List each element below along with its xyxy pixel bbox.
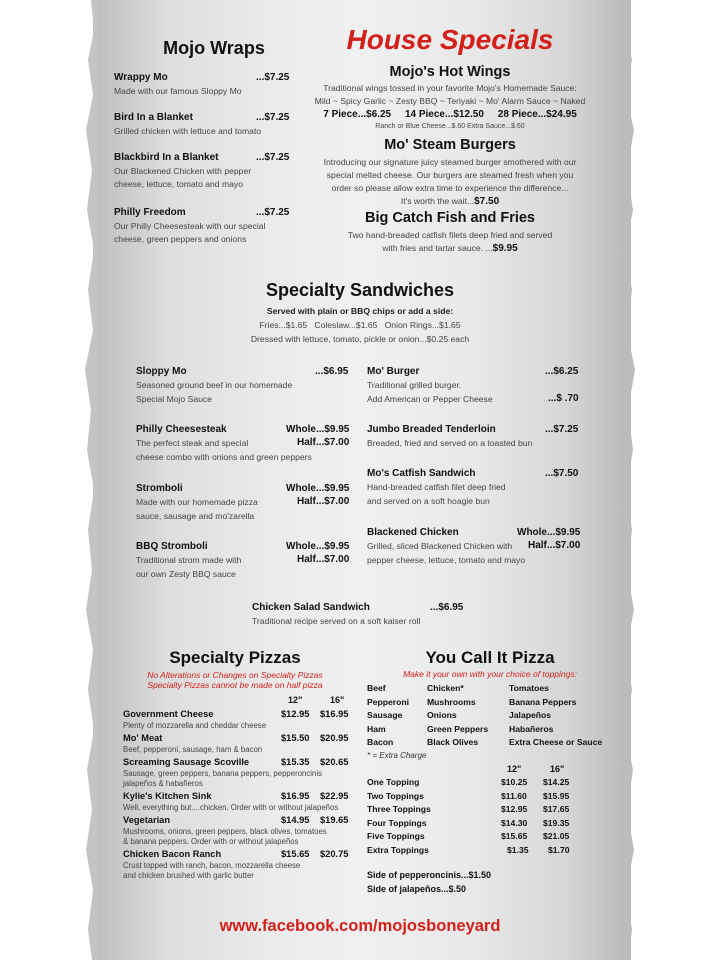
topping: Chicken* — [427, 683, 464, 693]
toppings-table — [367, 682, 602, 750]
pizza-price-16: $22.95 — [320, 791, 349, 801]
sandwich-price: ...$6.95 — [315, 366, 349, 377]
toppings-row — [367, 682, 602, 696]
pizza-name: Screaming Sausage Scoville — [123, 757, 250, 767]
sandwich-desc: Special Mojo Sauce — [136, 394, 212, 404]
topping: Pepperoni — [367, 696, 410, 707]
topping-price-16: $17.65 — [543, 804, 570, 815]
sandwich-name: Sloppy Mo — [136, 366, 187, 377]
sandwich-desc: Traditional strom made with — [136, 555, 242, 565]
facebook-link[interactable]: www.facebook.com/mojosboneyard — [219, 917, 501, 935]
wrap-item-desc: Grilled chicken with lettuce and tomato — [114, 126, 262, 136]
topping: Tomatoes — [509, 683, 549, 693]
burgers-title: Mo' Steam Burgers — [384, 137, 516, 153]
topping: Black Olives — [427, 737, 479, 748]
pizzas-col-16: 16" — [330, 695, 345, 705]
side-pepperoncinis: Side of pepperoncinis...$1.50 — [367, 870, 492, 880]
pizza-name: Kylie's Kitchen Sink — [123, 791, 212, 801]
torn-edge-left — [82, 0, 98, 960]
wrap-item-name: Wrappy Mo — [114, 72, 168, 83]
pizza-price-16: $20.75 — [320, 849, 349, 859]
fish-desc: with fries and tartar sauce. ... — [382, 243, 493, 253]
sandwich-name: Jumbo Breaded Tenderloin — [367, 424, 496, 435]
topping: Onions — [427, 710, 457, 721]
wrap-item-price: ...$7.25 — [256, 112, 290, 123]
burgers-desc-line — [300, 195, 600, 208]
toppings-row — [367, 723, 602, 737]
wrap-item-price: ...$7.25 — [256, 207, 290, 218]
pizza-price-12: $16.95 — [281, 791, 310, 801]
topping: Banana Peppers — [509, 696, 577, 707]
side-jalapenos: Side of jalapeños...$.50 — [367, 884, 467, 894]
topping-price-12: $14.30 — [501, 817, 528, 828]
topping: Extra Cheese or Sauce — [509, 737, 603, 748]
pizza-item — [123, 733, 363, 757]
sandwich-price: ...$7.50 — [545, 468, 579, 479]
topping-count: Two Toppings — [367, 790, 424, 801]
topping-count: One Topping — [367, 777, 420, 787]
sandwich-desc: Traditional recipe served on a soft kaiser roll — [252, 616, 421, 626]
sandwich-half-price: Half...$7.00 — [528, 540, 581, 551]
sandwich-desc: Made with our homemade pizza — [136, 497, 258, 507]
house-specials-title: House Specials — [346, 24, 554, 55]
sandwich-desc: Add American or Pepper Cheese — [367, 394, 493, 404]
custom-col-16: 16" — [550, 764, 565, 774]
topping: Ham — [367, 723, 386, 734]
sandwich-price: ...$6.25 — [545, 366, 579, 377]
topping: Mushrooms — [427, 696, 476, 707]
topping-price-16: $14.25 — [543, 777, 570, 787]
pizza-name: Mo' Meat — [123, 733, 163, 743]
pizza-desc: and chicken brushed with garlic butter — [123, 871, 254, 880]
pizza-price-16: $20.65 — [320, 757, 349, 767]
burgers-desc: It's worth the wait... — [400, 196, 475, 206]
topping: Sausage — [367, 710, 403, 721]
wrap-item-desc: cheese, green peppers and onions — [114, 234, 247, 244]
pizza-price-12: $12.95 — [281, 709, 310, 719]
wings-desc: Traditional wings tossed in your favorite Mojo's Homemade Sauce: — [323, 83, 577, 93]
sandwich-desc: our own Zesty BBQ sauce — [136, 569, 236, 579]
sandwich-desc: Seasoned ground beef in our homemade — [136, 380, 293, 390]
topping-price-12: $1.35 — [507, 844, 529, 855]
sandwich-half-price: Half...$7.00 — [297, 554, 350, 565]
wrap-item-price: ...$7.25 — [256, 72, 290, 83]
topping: Bacon — [367, 737, 394, 748]
sandwiches-title: Specialty Sandwiches — [265, 280, 455, 300]
sandwiches-dressed: Dressed with lettuce, tomato, pickle or onion...$0.25 each — [250, 334, 470, 344]
sandwich-name: Philly Cheesesteak — [136, 424, 227, 435]
sandwich-desc: cheese combo with onions and green peppers — [136, 452, 312, 462]
sandwich-desc: Breaded, fried and served on a toasted bun — [367, 438, 533, 448]
pizza-item — [123, 757, 363, 791]
topping-count: Three Toppings — [367, 804, 431, 815]
toppings-row — [367, 709, 602, 723]
sandwich-half-price: Half...$7.00 — [297, 496, 350, 507]
wrap-item-name: Blackbird In a Blanket — [114, 152, 219, 163]
topping-price-16: $21.05 — [543, 831, 570, 842]
pizza-price-16: $16.95 — [320, 709, 349, 719]
wraps-title: Mojo Wraps — [163, 38, 265, 58]
sandwich-name: Blackened Chicken — [367, 527, 459, 538]
topping: Jalapeños — [509, 710, 552, 721]
wrap-item-desc: Our Blackened Chicken with pepper — [114, 166, 252, 176]
sandwich-desc: The perfect steak and special — [136, 438, 249, 448]
pizza-desc: Beef, pepperoni, sausage, ham & bacon — [123, 745, 263, 754]
wrap-item-desc: cheese, lettuce, tomato and mayo — [114, 179, 243, 189]
sandwiches-served: Served with plain or BBQ chips or add a side: — [266, 306, 454, 316]
topping-count: Five Toppings — [367, 831, 425, 842]
topping-price-12: $12.95 — [501, 804, 528, 815]
toppings-row — [367, 696, 602, 710]
pizza-price-16: $19.65 — [320, 815, 349, 825]
pizzas-title: Specialty Pizzas — [169, 648, 301, 667]
topping-count: Extra Toppings — [367, 844, 429, 855]
sandwich-name: Mo' Burger — [367, 366, 420, 377]
pizza-name: Vegetarian — [123, 815, 171, 825]
wings-title: Mojo's Hot Wings — [389, 64, 511, 80]
topping-price-16: $15.95 — [543, 790, 570, 801]
burgers-desc: order so please allow extra time to experience the difference... — [331, 183, 569, 193]
pizza-desc: & banana peppers. Order with or without jalapeños — [123, 837, 299, 846]
topping-price-row — [367, 790, 570, 804]
topping-price-16: $19.35 — [543, 817, 570, 828]
specialty-pizza-list — [123, 709, 363, 883]
pizza-price-12: $15.35 — [281, 757, 310, 767]
toppings-row — [367, 736, 602, 750]
topping-price-12: $11.60 — [501, 790, 527, 801]
topping-price-row — [367, 776, 570, 790]
topping-price-row — [367, 830, 570, 844]
sandwich-name: Stromboli — [136, 483, 183, 494]
pizzas-note: No Alterations or Changes on Specialty Pizzas — [147, 670, 323, 680]
pizza-name: Chicken Bacon Ranch — [123, 849, 222, 859]
topping-price-row — [367, 844, 570, 858]
sandwich-desc: pepper cheese, lettuce, tomato and mayo — [367, 555, 526, 565]
custom-col-12: 12" — [507, 764, 522, 774]
sandwich-half-price: Half...$7.00 — [297, 437, 350, 448]
custom-pizza-subtitle: Make it your own with your choice of toppings: — [403, 669, 577, 679]
pizza-item — [123, 791, 363, 815]
sandwich-whole-price: Whole...$9.95 — [286, 424, 350, 435]
topping-price-row — [367, 803, 570, 817]
pizza-desc: Plenty of mozzarella and cheddar cheese — [123, 721, 267, 730]
pizza-price-16: $20.95 — [320, 733, 349, 743]
fish-title: Big Catch Fish and Fries — [365, 210, 535, 226]
sandwich-whole-price: Whole...$9.95 — [517, 527, 581, 538]
topping-price-row — [367, 817, 570, 831]
sandwich-desc: Traditional grilled burger. — [367, 380, 462, 390]
sandwich-desc: and served on a soft hoagie bun — [367, 496, 490, 506]
wrap-item-desc: Our Philly Cheesesteak with our special — [114, 221, 266, 231]
fish-desc-line — [300, 242, 600, 255]
pizza-price-12: $14.95 — [281, 815, 310, 825]
topping: Green Peppers — [427, 723, 489, 734]
pizzas-note: Specialty Pizzas cannot be made on half pizza — [147, 680, 323, 690]
topping-price-12: $10.25 — [501, 777, 528, 787]
wings-extras: Ranch or Blue Cheese...$.60 Extra Sauce...$.60 — [375, 123, 525, 130]
wrap-item-price: ...$7.25 — [256, 152, 290, 163]
fish-price: $9.95 — [492, 243, 518, 254]
pizza-name: Government Cheese — [123, 709, 214, 719]
pizza-desc: jalapeños & habañeros — [123, 779, 203, 788]
sandwich-name: Mo's Catfish Sandwich — [367, 468, 476, 479]
fish-desc: Two hand-breaded catfish filets deep fried and served — [347, 230, 553, 240]
sandwich-name: Chicken Salad Sandwich — [252, 602, 370, 613]
sandwich-desc: Grilled, sliced Blackened Chicken with — [367, 541, 513, 551]
pizza-desc: Sausage, green peppers, banana peppers, pepperoncinis — [123, 769, 322, 778]
sandwich-desc: Hand-breaded catfish filet deep fried — [367, 482, 506, 492]
pizza-item — [123, 849, 363, 883]
sandwich-whole-price: Whole...$9.95 — [286, 483, 350, 494]
pizza-item — [123, 815, 363, 849]
burgers-desc: special melted cheese. Our burgers are steamed fresh when you — [326, 170, 574, 180]
pizzas-col-12: 12" — [288, 695, 303, 705]
wings-sizes: 7 Piece...$6.25 14 Piece...$12.50 28 Piece...$24.95 — [323, 109, 577, 120]
burgers-price: $7.50 — [474, 196, 500, 207]
pizza-desc: Mushrooms, onions, green peppers, black olives, tomatoes — [123, 827, 327, 836]
topping-price-16: $1.70 — [548, 844, 570, 855]
sandwich-whole-price: Whole...$9.95 — [286, 541, 350, 552]
topping-count: Four Toppings — [367, 817, 427, 828]
pizza-price-12: $15.65 — [281, 849, 310, 859]
sandwich-name: BBQ Stromboli — [136, 541, 208, 552]
wings-sauces: Mild ~ Spicy Garlic ~ Zesty BBQ ~ Teriyaki ~ Mo' Alarm Sauce ~ Naked — [314, 96, 586, 106]
topping-price-table — [367, 776, 570, 858]
topping: Beef — [367, 683, 386, 693]
sandwich-price: ...$7.25 — [545, 424, 579, 435]
pizza-desc: Crust topped with ranch, bacon, mozzarella cheese — [123, 861, 301, 870]
torn-edge-right — [622, 0, 638, 960]
wrap-item-desc: Made with our famous Sloppy Mo — [114, 86, 242, 96]
custom-pizza-title: You Call It Pizza — [425, 648, 555, 667]
sandwich-price: ...$6.95 — [430, 602, 464, 613]
sandwich-desc: sauce, sausage and mo'zarella — [136, 511, 255, 521]
sandwiches-sides: Fries...$1.65 Coleslaw...$1.65 Onion Rings...$1.65 — [259, 320, 461, 330]
burgers-desc: Introducing our signature juicy steamed burger smothered with our — [323, 157, 577, 167]
topping: Habañeros — [509, 723, 554, 734]
wrap-item-name: Philly Freedom — [114, 207, 186, 218]
topping-price-12: $15.65 — [501, 831, 528, 842]
extra-charge-note: * = Extra Charge — [367, 751, 427, 760]
pizza-desc: Well, everything but....chicken. Order with or without jalapeños — [123, 803, 339, 812]
sandwich-addon-price: ...$ .70 — [548, 393, 579, 404]
pizza-price-12: $15.50 — [281, 733, 310, 743]
wrap-item-name: Bird In a Blanket — [114, 112, 193, 123]
pizza-item — [123, 709, 363, 733]
